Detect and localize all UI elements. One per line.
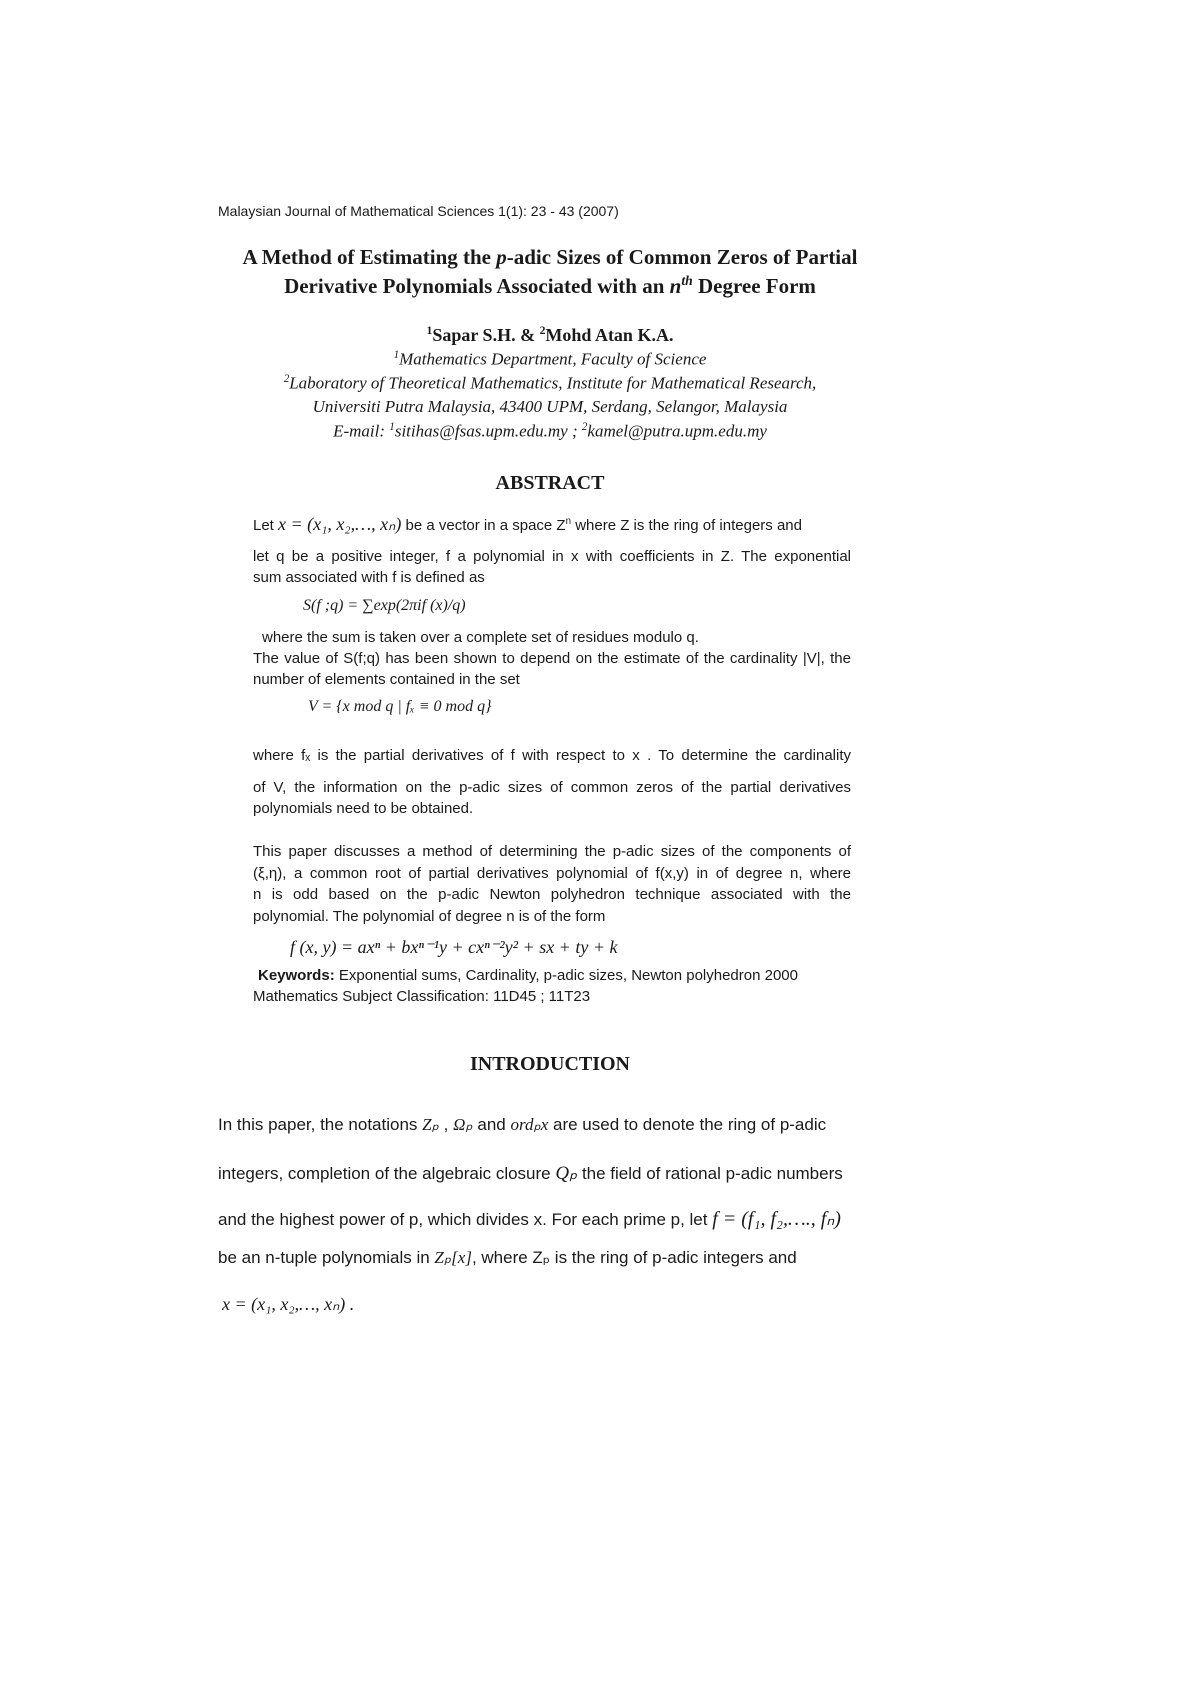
polynomial-form-formula: f (x, y) = axⁿ + bxⁿ⁻¹y + cxⁿ⁻²y² + sx + ty + k [290, 937, 618, 957]
authors: $^1$Sapar S.H. & $^2$Mohd Atan K.A. [426, 324, 674, 345]
abstract-p3-line1: where fₓ is the partial derivatives of f with respect to x . To determine the cardinality [253, 747, 851, 764]
msc-classification: Mathematics Subject Classification: 11D45 ; 11T23 [253, 988, 591, 1005]
intro-line-2: integers, completion of the algebraic closure Qₚ the field of rational p-adic numbers [218, 1163, 843, 1184]
abstract-p1-line1: Let x = (x₁, x₂,…, xₙ) be a vector in a space $Z^n$ where Z is the ring of integers and [253, 514, 802, 534]
intro-line-4: be an n-tuple polynomials in Zₚ[x], where Zₚ is the ring of p-adic integers and [218, 1248, 797, 1267]
affiliation-3: Universiti Putra Malaysia, 43400 UPM, Serdang, Selangor, Malaysia [312, 397, 788, 416]
abstract-p4-line4: polynomial. The polynomial of degree n is of the form [253, 908, 606, 925]
journal-header: Malaysian Journal of Mathematical Sciences 1(1): 23 - 43 (2007) [218, 203, 619, 219]
affiliation-1: $^1$Mathematics Department, Faculty of Science [393, 349, 707, 369]
abstract-p3-line2: of V, the information on the p-adic sizes of common zeros of the partial derivatives [253, 779, 851, 796]
abstract-p4-line1: This paper discusses a method of determining the p-adic sizes of the components of [253, 843, 851, 860]
intro-vector-x-definition: x = (x₁, x₂,…, xₙ) . [222, 1294, 355, 1314]
email-line: E-mail: $^1$sitihas@fsas.upm.edu.my ; $^2$kamel@putra.upm.edu.my [333, 421, 767, 441]
abstract-p4-line3: n is odd based on the p-adic Newton polyhedron technique associated with the [253, 886, 851, 903]
email-1-link[interactable]: sitihas@fsas.upm.edu.my [394, 421, 568, 441]
affiliation-2: $^2$Laboratory of Theoretical Mathematics, Institute for Mathematical Research, [283, 373, 817, 393]
abstract-p4-line2: (ξ,η), a common root of partial derivatives polynomial of f(x,y) in of degree n, where [253, 865, 851, 882]
abstract-p2-line2: The value of S(f;q) has been shown to depend on the estimate of the cardinality |V|, the [253, 650, 851, 667]
set-v-formula: V = {x mod q | fₓ ≡ 0 mod q} [308, 698, 492, 715]
abstract-p3-line3: polynomials need to be obtained. [253, 800, 474, 817]
paper-title-line-2: Derivative Polynomials Associated with an $n^{th}$ Degree Form [284, 273, 816, 298]
introduction-heading: INTRODUCTION [469, 1053, 631, 1075]
vector-x-definition: x = (x₁, x₂,…, xₙ) [278, 514, 402, 534]
keywords-line: Keywords: Exponential sums, Cardinality, p-adic sizes, Newton polyhedron 2000 [258, 967, 798, 984]
abstract-p1-line2: let q be a positive integer, f a polynomial in x with coefficients in Z. The exponential [253, 548, 851, 565]
paper-title-line-1: A Method of Estimating the p-adic Sizes of Common Zeros of Partial [242, 245, 858, 269]
abstract-p1-line3: sum associated with f is defined as [253, 569, 485, 586]
abstract-p2-line3: number of elements contained in the set [253, 671, 520, 688]
email-2-link[interactable]: kamel@putra.upm.edu.my [587, 421, 767, 441]
exponential-sum-formula: S(f ;q) = ∑exp(2πif (x)/q) [303, 597, 466, 614]
intro-line-3: and the highest power of p, which divides x. For each prime p, let f = (f₁, f₂,…., fₙ) [218, 1208, 841, 1230]
abstract-heading: ABSTRACT [495, 472, 605, 494]
f-tuple-definition: f = (f₁, f₂,…., fₙ) [712, 1208, 841, 1230]
abstract-p2-line1: where the sum is taken over a complete set of residues modulo q. [262, 629, 699, 646]
intro-line-1: In this paper, the notations Zₚ , Ωₚ and ordₚx are used to denote the ring of p-adic [218, 1115, 827, 1134]
